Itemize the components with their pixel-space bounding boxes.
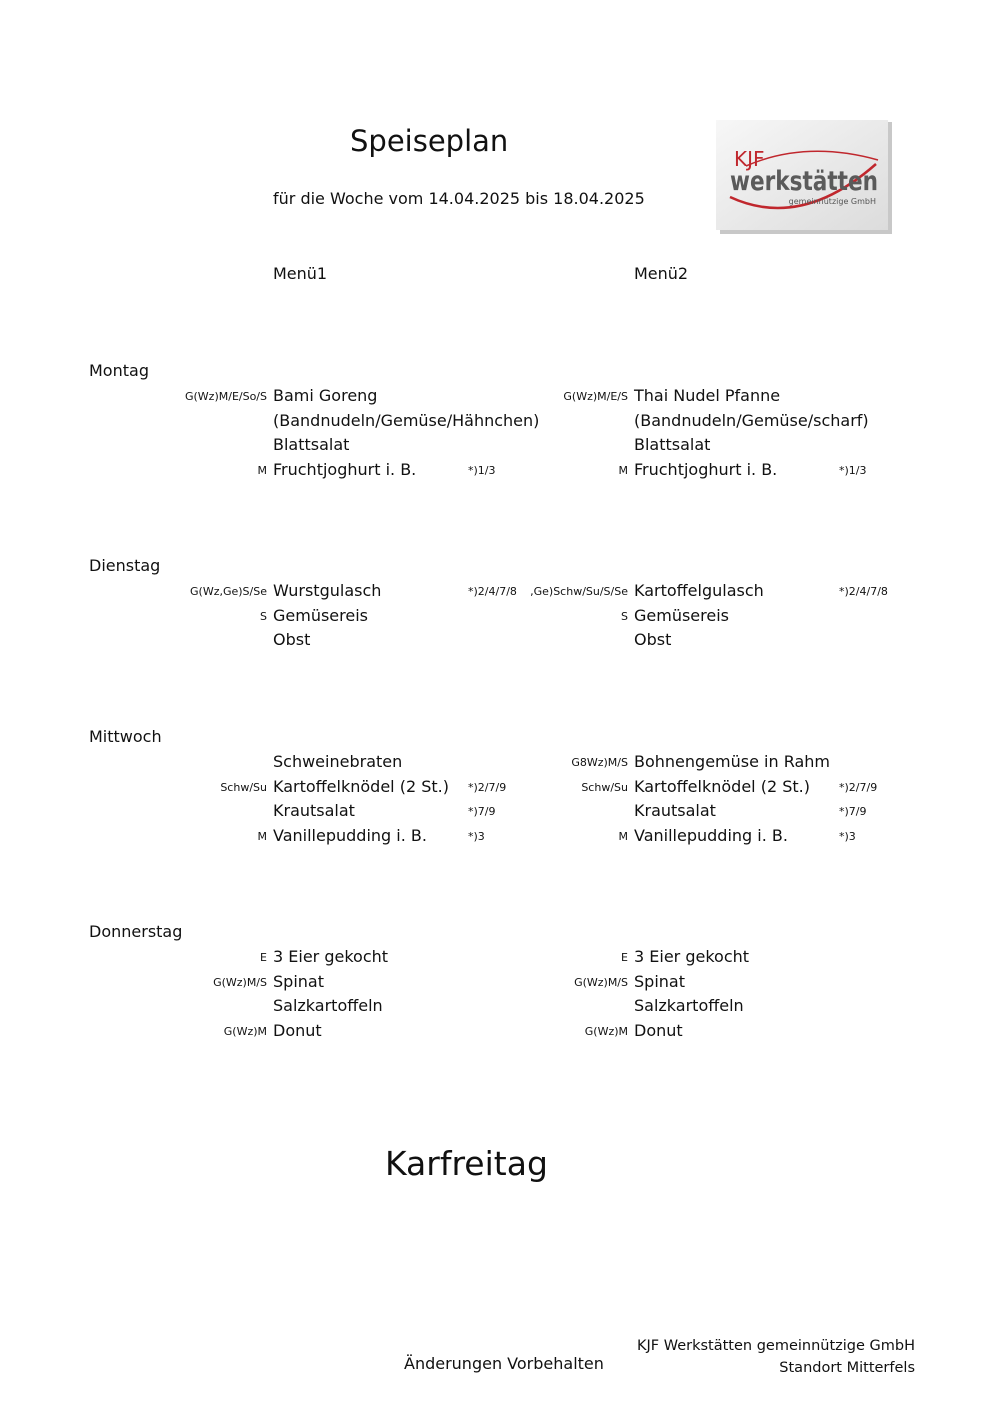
allergen-code: G(Wz)M/S xyxy=(213,975,267,989)
dish-name: Gemüsereis xyxy=(634,605,729,625)
additive-code: *)3 xyxy=(839,829,856,843)
logo-werkstaetten: werkstätten xyxy=(730,166,878,197)
allergen-code: S xyxy=(260,609,267,623)
allergen-code: M xyxy=(257,463,267,477)
dish-name: Gemüsereis xyxy=(273,605,368,625)
dish-name: Krautsalat xyxy=(634,801,716,820)
company-address xyxy=(637,1335,915,1379)
additive-code: *)2/4/7/8 xyxy=(839,585,888,598)
day-label: Mittwoch xyxy=(89,727,162,746)
day-label: Donnerstag xyxy=(89,922,183,941)
dish-name: 3 Eier gekocht xyxy=(273,947,389,966)
dish-name: Bami Goreng xyxy=(273,386,378,405)
additive-code: *)2/7/9 xyxy=(468,780,507,794)
dish-name: Blattsalat xyxy=(634,435,711,454)
allergen-code: G(Wz)M/S xyxy=(574,975,628,989)
menu2-heading: Menü2 xyxy=(634,264,689,283)
dish-name: Vanillepudding i. B. xyxy=(273,825,427,845)
day-label: Dienstag xyxy=(89,556,161,575)
allergen-code: G(Wz)M xyxy=(584,1024,628,1038)
dish-name: Fruchtjoghurt i. B. xyxy=(273,459,417,479)
dish-name: Kartoffelknödel (2 St.) xyxy=(634,776,810,796)
dish-name: Kartoffelgulasch xyxy=(634,581,764,600)
dish-name: Vanillepudding i. B. xyxy=(634,825,788,845)
allergen-code: G8Wz)M/S xyxy=(571,756,628,769)
allergen-code: G(Wz,Ge)S/Se xyxy=(190,585,267,598)
dish-name: Thai Nudel Pfanne xyxy=(634,386,781,405)
dish-name: 3 Eier gekocht xyxy=(634,947,750,966)
allergen-code: M xyxy=(257,829,267,843)
logo-gmbh: gemeinnützige GmbH xyxy=(788,197,876,206)
allergen-code: Schw/Su xyxy=(220,780,267,794)
dish-name: (Bandnudeln/Gemüse/Hähnchen) xyxy=(273,410,540,430)
allergen-code: G(Wz)M/E/So/S xyxy=(184,390,267,403)
page-title: Speiseplan xyxy=(350,124,509,158)
allergen-code: ,Ge)Schw/Su/S/Se xyxy=(530,585,628,598)
allergen-code: S xyxy=(621,609,628,623)
dish-name: Donut xyxy=(634,1020,683,1040)
allergen-code: E xyxy=(621,951,628,964)
dish-name: Kartoffelknödel (2 St.) xyxy=(273,776,449,796)
additive-code: *)3 xyxy=(468,829,485,843)
additive-code: *)7/9 xyxy=(839,805,867,818)
additive-code: *)2/7/9 xyxy=(839,780,878,794)
allergen-code: M xyxy=(618,463,628,477)
dish-name: Donut xyxy=(273,1020,322,1040)
dish-name: Wurstgulasch xyxy=(273,581,382,600)
company-logo xyxy=(716,120,892,234)
allergen-code: G(Wz)M xyxy=(223,1024,267,1038)
dish-name: Salzkartoffeln xyxy=(634,996,744,1015)
additive-code: *)1/3 xyxy=(839,463,867,477)
week-range: für die Woche vom 14.04.2025 bis 18.04.2025 xyxy=(273,189,645,208)
allergen-code: E xyxy=(260,951,267,964)
dish-name: Spinat xyxy=(273,971,324,991)
company-name: KJF Werkstätten gemeinnützige GmbH xyxy=(636,1338,915,1354)
dish-name: (Bandnudeln/Gemüse/scharf) xyxy=(634,410,869,430)
dish-name: Krautsalat xyxy=(273,801,355,820)
logo-kjf: KJF xyxy=(734,147,765,171)
dish-name: Schweinebraten xyxy=(273,752,403,771)
dish-name: Salzkartoffeln xyxy=(273,996,383,1015)
additive-code: *)2/4/7/8 xyxy=(468,585,517,598)
dish-name: Obst xyxy=(273,630,311,649)
dish-name: Bohnengemüse in Rahm xyxy=(634,752,830,771)
dish-name: Obst xyxy=(634,630,672,649)
company-location: Standort Mitterfels xyxy=(779,1360,915,1376)
menu1-heading: Menü1 xyxy=(273,264,328,283)
dish-name: Spinat xyxy=(634,971,685,991)
holiday-label: Karfreitag xyxy=(385,1144,548,1183)
footer-note: Änderungen Vorbehalten xyxy=(404,1354,604,1373)
allergen-code: G(Wz)M/E/S xyxy=(563,390,628,403)
day-label: Montag xyxy=(89,361,149,380)
dish-name: Blattsalat xyxy=(273,435,350,454)
additive-code: *)1/3 xyxy=(468,463,496,477)
allergen-code: Schw/Su xyxy=(581,780,628,794)
dish-name: Fruchtjoghurt i. B. xyxy=(634,459,778,479)
additive-code: *)7/9 xyxy=(468,805,496,818)
allergen-code: M xyxy=(618,829,628,843)
